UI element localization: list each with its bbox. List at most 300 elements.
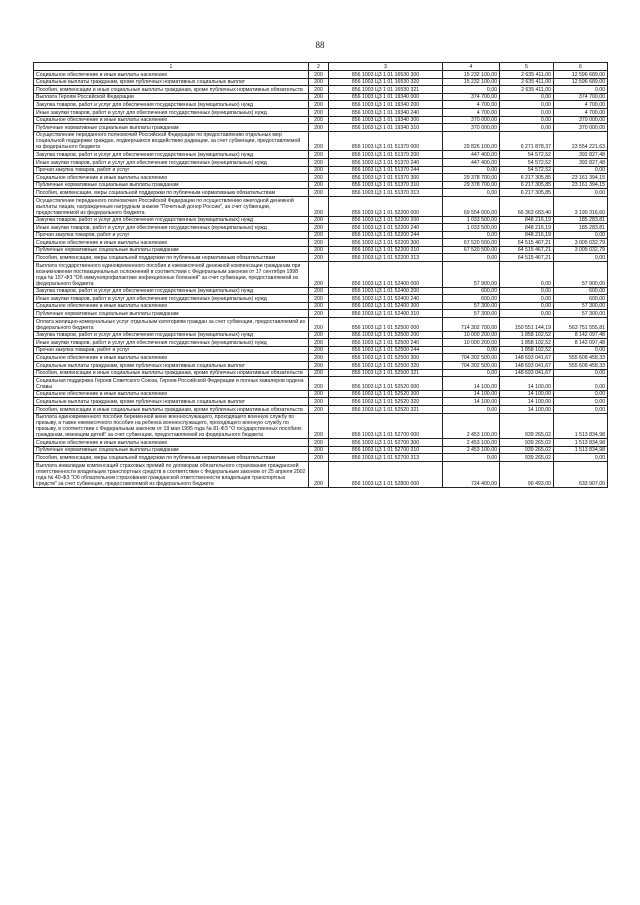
row-budget-code-cell: 856 1003 Ц3 1 01 19340 240 [329, 108, 443, 116]
table-row [34, 158, 608, 166]
row-executed-cell: 6 271 878,37 [500, 131, 554, 151]
row-name-cell: Социальные выплаты гражданам, кроме публичных нормативных социальных выплат [34, 398, 309, 406]
row-approved-cell: 600,00 [443, 287, 500, 295]
row-approved-cell: 0,00 [443, 254, 500, 262]
row-approved-cell: 447 400,00 [443, 158, 500, 166]
row-approved-cell: 714 302 700,00 [443, 318, 500, 332]
row-executed-cell: 150 551 144,19 [500, 318, 554, 332]
row-admin-code-cell: 200 [309, 108, 329, 116]
row-name-cell: Прочая закупка товаров, работ и услуг [34, 231, 309, 239]
row-approved-cell: 69 554 000,00 [443, 196, 500, 216]
row-unexecuted-cell: 555 609 458,33 [554, 354, 608, 362]
row-admin-code-cell: 200 [309, 439, 329, 447]
row-admin-code-cell: 200 [309, 231, 329, 239]
row-budget-code-cell: 856 1003 Ц3 1 01 52500 000 [329, 318, 443, 332]
row-unexecuted-cell: 0,00 [554, 454, 608, 462]
row-approved-cell: 14 100,00 [443, 390, 500, 398]
row-unexecuted-cell: 185 283,81 [554, 224, 608, 232]
table-row [34, 331, 608, 339]
column-header: 4 [443, 63, 500, 71]
row-unexecuted-cell: 1 513 834,98 [554, 439, 608, 447]
row-approved-cell: 57 300,00 [443, 302, 500, 310]
row-executed-cell: 0,00 [500, 302, 554, 310]
row-admin-code-cell: 200 [309, 377, 329, 391]
row-admin-code-cell: 200 [309, 369, 329, 377]
row-approved-cell: 4 700,00 [443, 108, 500, 116]
table-row [34, 454, 608, 462]
row-unexecuted-cell: 0,00 [554, 166, 608, 174]
row-admin-code-cell: 200 [309, 216, 329, 224]
table-row [34, 239, 608, 247]
row-executed-cell: 0,00 [500, 295, 554, 303]
row-approved-cell: 67 520 500,00 [443, 239, 500, 247]
row-budget-code-cell: 856 1003 Ц3 1 01 52200 313 [329, 254, 443, 262]
table-row [34, 166, 608, 174]
row-name-cell: Социальное обеспечение и иные выплаты населению [34, 439, 309, 447]
row-admin-code-cell: 200 [309, 116, 329, 124]
row-budget-code-cell: 856 1003 Ц3 1 01 52500 200 [329, 331, 443, 339]
row-executed-cell: 14 100,00 [500, 377, 554, 391]
row-budget-code-cell: 856 1003 Ц3 1 01 52500 240 [329, 339, 443, 347]
row-unexecuted-cell: 600,00 [554, 295, 608, 303]
row-unexecuted-cell: 57 900,00 [554, 262, 608, 288]
row-executed-cell: 2 635 411,00 [500, 86, 554, 94]
row-executed-cell: 54 572,52 [500, 166, 554, 174]
row-unexecuted-cell: 633 907,00 [554, 461, 608, 487]
table-row [34, 287, 608, 295]
row-unexecuted-cell: 1 513 834,98 [554, 413, 608, 439]
row-budget-code-cell: 856 1003 Ц3 1 01 52700 000 [329, 413, 443, 439]
row-admin-code-cell: 200 [309, 93, 329, 101]
row-executed-cell: 148 693 041,67 [500, 369, 554, 377]
row-executed-cell: 1 858 102,52 [500, 339, 554, 347]
row-admin-code-cell: 200 [309, 262, 329, 288]
row-executed-cell: 66 363 683,40 [500, 196, 554, 216]
row-approved-cell: 67 520 500,00 [443, 246, 500, 254]
row-approved-cell: 0,00 [443, 454, 500, 462]
row-budget-code-cell: 856 1003 Ц3 1 01 52520 000 [329, 377, 443, 391]
row-approved-cell: 1 033 500,00 [443, 216, 500, 224]
row-name-cell: Закупка товаров, работ и услуг для обеспечения государственных (муниципальных) нужд [34, 331, 309, 339]
row-admin-code-cell: 200 [309, 224, 329, 232]
row-budget-code-cell: 856 1003 Ц3 1 01 52520 320 [329, 398, 443, 406]
row-approved-cell: 14 100,00 [443, 377, 500, 391]
row-executed-cell: 14 100,00 [500, 398, 554, 406]
table-row [34, 295, 608, 303]
row-unexecuted-cell: 12 596 689,00 [554, 71, 608, 79]
row-budget-code-cell: 856 1003 Ц3 1 01 51370 300 [329, 174, 443, 182]
row-admin-code-cell: 200 [309, 362, 329, 370]
row-executed-cell: 939 265,02 [500, 454, 554, 462]
row-admin-code-cell: 200 [309, 295, 329, 303]
row-unexecuted-cell: 12 596 689,00 [554, 78, 608, 86]
row-executed-cell: 14 100,00 [500, 390, 554, 398]
table-row [34, 189, 608, 197]
row-approved-cell: 14 100,00 [443, 398, 500, 406]
row-executed-cell: 148 693 041,67 [500, 354, 554, 362]
row-executed-cell: 14 100,00 [500, 405, 554, 413]
row-executed-cell: 939 265,02 [500, 446, 554, 454]
table-row [34, 262, 608, 288]
row-admin-code-cell: 200 [309, 310, 329, 318]
row-executed-cell: 848 216,19 [500, 224, 554, 232]
table-row [34, 101, 608, 109]
row-name-cell: Социальные выплаты гражданам, кроме публичных нормативных социальных выплат [34, 362, 309, 370]
row-admin-code-cell: 200 [309, 124, 329, 132]
row-budget-code-cell: 856 1003 Ц3 1 01 16530 321 [329, 86, 443, 94]
row-executed-cell: 0,00 [500, 287, 554, 295]
row-name-cell: Пособия, компенсации и иные социальные выплаты гражданам, кроме публичных нормативных обязательств [34, 405, 309, 413]
row-unexecuted-cell: 4 700,00 [554, 108, 608, 116]
row-budget-code-cell: 856 1003 Ц3 1 01 52400 000 [329, 262, 443, 288]
row-executed-cell: 148 693 041,67 [500, 362, 554, 370]
row-admin-code-cell: 200 [309, 239, 329, 247]
row-budget-code-cell: 856 1003 Ц3 1 01 19340 300 [329, 116, 443, 124]
row-approved-cell: 0,00 [443, 346, 500, 354]
row-approved-cell: 0,00 [443, 189, 500, 197]
table-row [34, 224, 608, 232]
row-unexecuted-cell: 0,00 [554, 390, 608, 398]
row-unexecuted-cell: 0,00 [554, 398, 608, 406]
row-budget-code-cell: 856 1003 Ц3 1 01 52520 321 [329, 405, 443, 413]
row-name-cell: Выплата государственного единовременного пособия и ежемесячной денежной компенсации гражданам при возникновении поствакцинальных осложнений в соответствии с Федеральным законом от 17 сентября 1998 года № 157-ФЗ "Об иммунопрофилактике инфекционных болезней" за счет субвенции, предоставляемой из федерального бюджета [34, 262, 309, 288]
page-number: 88 [315, 40, 325, 50]
row-budget-code-cell: 856 1003 Ц3 1 01 52400 240 [329, 295, 443, 303]
row-unexecuted-cell: 0,00 [554, 189, 608, 197]
row-executed-cell: 939 265,02 [500, 413, 554, 439]
row-approved-cell: 57 900,00 [443, 262, 500, 288]
row-name-cell: Осуществление переданного полномочий Российской Федерации по предоставлению отдельных мер социальной поддержки граждан, подвергшихся воздействию радиации, за счет субвенции, предоставляемой из федерального бюджета [34, 131, 309, 151]
row-approved-cell: 370 000,00 [443, 124, 500, 132]
table-row [34, 446, 608, 454]
table-row [34, 354, 608, 362]
table-row [34, 181, 608, 189]
row-name-cell: Пособия, компенсации, меры социальной поддержки по публичным нормативным обязательствам [34, 254, 309, 262]
row-unexecuted-cell: 23 161 394,15 [554, 174, 608, 182]
budget-execution-table [33, 62, 608, 488]
row-name-cell: Иные закупки товаров, работ и услуг для обеспечения государственных (муниципальных) нужд [34, 339, 309, 347]
table-row [34, 246, 608, 254]
row-name-cell: Закупка товаров, работ и услуг для обеспечения государственных (муниципальных) нужд [34, 101, 309, 109]
row-admin-code-cell: 200 [309, 446, 329, 454]
row-executed-cell: 1 858 102,52 [500, 346, 554, 354]
row-executed-cell: 0,00 [500, 310, 554, 318]
column-header: 6 [554, 63, 608, 71]
row-executed-cell: 0,00 [500, 101, 554, 109]
row-admin-code-cell: 200 [309, 390, 329, 398]
row-executed-cell: 848 216,19 [500, 231, 554, 239]
row-executed-cell: 54 572,52 [500, 151, 554, 159]
row-unexecuted-cell: 23 554 221,63 [554, 131, 608, 151]
row-name-cell: Социальное обеспечение и иные выплаты населению [34, 354, 309, 362]
row-budget-code-cell: 856 1003 Ц3 1 01 19340 000 [329, 93, 443, 101]
row-budget-code-cell: 856 1003 Ц3 1 01 52700 313 [329, 454, 443, 462]
row-budget-code-cell: 856 1003 Ц3 1 01 52200 310 [329, 246, 443, 254]
row-admin-code-cell: 200 [309, 189, 329, 197]
row-admin-code-cell: 200 [309, 101, 329, 109]
table-row [34, 318, 608, 332]
row-name-cell: Прочая закупка товаров, работ и услуг [34, 166, 309, 174]
row-unexecuted-cell: 0,00 [554, 231, 608, 239]
row-name-cell: Социальные выплаты гражданам, кроме публичных нормативных социальных выплат [34, 78, 309, 86]
row-name-cell: Выплата Героям Российской Федерации [34, 93, 309, 101]
row-unexecuted-cell: 370 000,00 [554, 116, 608, 124]
table-row [34, 362, 608, 370]
table-row [34, 398, 608, 406]
row-name-cell: Выплата единовременного пособия беременной жене военнослужащего, проходящего военную службу по призыву, а также ежемесячного пособия на ребенка военнослужащего, проходящего военную службу по призыву, в соответствии с Федеральным законом от 19 мая 1995 года № 81-ФЗ "О государственных пособиях гражданам, имеющим детей" за счет субвенции, предоставляемой из федерального бюджета [34, 413, 309, 439]
row-admin-code-cell: 200 [309, 354, 329, 362]
row-name-cell: Публичные нормативные социальные выплаты гражданам [34, 124, 309, 132]
row-executed-cell: 0,00 [500, 262, 554, 288]
row-approved-cell: 10 000 200,00 [443, 339, 500, 347]
row-executed-cell: 2 635 411,00 [500, 71, 554, 79]
row-executed-cell: 0,00 [500, 93, 554, 101]
row-approved-cell: 724 400,00 [443, 461, 500, 487]
row-name-cell: Социальное обеспечение и иные выплаты населению [34, 239, 309, 247]
row-admin-code-cell: 200 [309, 131, 329, 151]
table-row [34, 231, 608, 239]
row-budget-code-cell: 856 1003 Ц3 1 01 52700 300 [329, 439, 443, 447]
row-unexecuted-cell: 0,00 [554, 405, 608, 413]
row-budget-code-cell: 856 1003 Ц3 1 01 51370 000 [329, 131, 443, 151]
row-name-cell: Пособия, компенсации и иные социальные выплаты гражданам, кроме публичных нормативных обязательств [34, 369, 309, 377]
row-admin-code-cell: 200 [309, 339, 329, 347]
row-name-cell: Закупка товаров, работ и услуг для обеспечения государственных (муниципальных) нужд [34, 287, 309, 295]
row-executed-cell: 6 217 305,85 [500, 174, 554, 182]
table-row [34, 71, 608, 79]
column-header: 1 [34, 63, 309, 71]
row-unexecuted-cell: 0,00 [554, 86, 608, 94]
row-admin-code-cell: 200 [309, 302, 329, 310]
row-executed-cell: 0,00 [500, 108, 554, 116]
row-budget-code-cell: 856 1003 Ц3 1 01 52500 320 [329, 362, 443, 370]
row-approved-cell: 15 232 100,00 [443, 78, 500, 86]
row-unexecuted-cell: 0,00 [554, 346, 608, 354]
table-row [34, 254, 608, 262]
row-admin-code-cell: 200 [309, 158, 329, 166]
table-row [34, 86, 608, 94]
table-row [34, 216, 608, 224]
row-admin-code-cell: 200 [309, 181, 329, 189]
row-admin-code-cell: 200 [309, 461, 329, 487]
row-name-cell: Иные закупки товаров, работ и услуг для обеспечения государственных (муниципальных) нужд [34, 158, 309, 166]
row-executed-cell: 848 216,19 [500, 216, 554, 224]
row-name-cell: Социальное обеспечение и иные выплаты населению [34, 390, 309, 398]
row-admin-code-cell: 200 [309, 287, 329, 295]
row-unexecuted-cell: 3 190 316,60 [554, 196, 608, 216]
table-row [34, 174, 608, 182]
row-executed-cell: 90 493,00 [500, 461, 554, 487]
row-name-cell: Пособия, компенсации и иные социальные выплаты гражданам, кроме публичных нормативных обязательств [34, 86, 309, 94]
row-budget-code-cell: 856 1003 Ц3 1 01 52400 300 [329, 302, 443, 310]
row-budget-code-cell: 856 1003 Ц3 1 01 52500 300 [329, 354, 443, 362]
row-approved-cell: 29 826 100,00 [443, 131, 500, 151]
row-executed-cell: 54 572,52 [500, 158, 554, 166]
row-budget-code-cell: 856 1003 Ц3 1 01 52400 310 [329, 310, 443, 318]
table-row [34, 413, 608, 439]
row-budget-code-cell: 856 1003 Ц3 1 01 52500 321 [329, 369, 443, 377]
row-approved-cell: 1 033 500,00 [443, 224, 500, 232]
row-unexecuted-cell: 563 751 555,81 [554, 318, 608, 332]
table-row [34, 369, 608, 377]
table-row [34, 131, 608, 151]
row-name-cell: Закупка товаров, работ и услуг для обеспечения государственных (муниципальных) нужд [34, 151, 309, 159]
row-admin-code-cell: 200 [309, 454, 329, 462]
row-executed-cell: 64 515 467,21 [500, 246, 554, 254]
column-header: 3 [329, 63, 443, 71]
row-name-cell: Публичные нормативные социальные выплаты гражданам [34, 310, 309, 318]
row-budget-code-cell: 856 1003 Ц3 1 01 51370 240 [329, 158, 443, 166]
row-budget-code-cell: 856 1003 Ц3 1 01 51370 244 [329, 166, 443, 174]
row-approved-cell: 29 378 700,00 [443, 181, 500, 189]
row-unexecuted-cell: 555 609 458,33 [554, 362, 608, 370]
row-name-cell: Пособия, компенсации, меры социальной поддержки по публичным нормативным обязательствам [34, 189, 309, 197]
table-row [34, 310, 608, 318]
row-unexecuted-cell: 8 142 097,48 [554, 331, 608, 339]
row-approved-cell: 15 232 100,00 [443, 71, 500, 79]
row-name-cell: Социальное обеспечение и иные выплаты населению [34, 71, 309, 79]
row-admin-code-cell: 200 [309, 405, 329, 413]
row-budget-code-cell: 856 1003 Ц3 1 01 16530 300 [329, 71, 443, 79]
row-approved-cell: 0,00 [443, 166, 500, 174]
row-admin-code-cell: 200 [309, 254, 329, 262]
row-budget-code-cell: 856 1003 Ц3 1 01 52520 300 [329, 390, 443, 398]
row-unexecuted-cell: 0,00 [554, 254, 608, 262]
table-row [34, 405, 608, 413]
row-admin-code-cell: 200 [309, 86, 329, 94]
table-row [34, 93, 608, 101]
row-admin-code-cell: 200 [309, 318, 329, 332]
row-budget-code-cell: 856 1003 Ц3 1 01 52500 244 [329, 346, 443, 354]
row-approved-cell: 2 453 100,00 [443, 413, 500, 439]
row-executed-cell: 6 217 305,85 [500, 181, 554, 189]
table-row [34, 346, 608, 354]
row-unexecuted-cell: 1 513 834,98 [554, 446, 608, 454]
row-name-cell: Пособия, компенсации, меры социальной поддержки по публичным нормативным обязательствам [34, 454, 309, 462]
column-header: 2 [309, 63, 329, 71]
row-executed-cell: 64 515 467,21 [500, 254, 554, 262]
row-budget-code-cell: 856 1003 Ц3 1 01 19340 310 [329, 124, 443, 132]
row-unexecuted-cell: 185 283,81 [554, 216, 608, 224]
row-admin-code-cell: 200 [309, 71, 329, 79]
row-unexecuted-cell: 3 005 032,79 [554, 239, 608, 247]
row-name-cell: Осуществление переданного полномочия Российской Федерации по осуществлению ежегодной денежной выплаты лицам, награжденным нагрудным знаком "Почетный донор России", за счет субвенции, предоставляемой из федерального бюджета [34, 196, 309, 216]
table-row [34, 151, 608, 159]
table-row [34, 124, 608, 132]
row-budget-code-cell: 856 1003 Ц3 1 01 52200 200 [329, 216, 443, 224]
row-name-cell: Социальное обеспечение и иные выплаты населению [34, 116, 309, 124]
row-name-cell: Прочая закупка товаров, работ и услуг [34, 346, 309, 354]
row-unexecuted-cell: 3 005 032,79 [554, 246, 608, 254]
row-admin-code-cell: 200 [309, 174, 329, 182]
row-budget-code-cell: 856 1003 Ц3 1 01 51370 200 [329, 151, 443, 159]
row-approved-cell: 4 700,00 [443, 101, 500, 109]
row-approved-cell: 447 400,00 [443, 151, 500, 159]
row-executed-cell: 64 515 467,21 [500, 239, 554, 247]
row-budget-code-cell: 856 1003 Ц3 1 01 52400 200 [329, 287, 443, 295]
row-name-cell: Публичные нормативные социальные выплаты гражданам [34, 446, 309, 454]
row-approved-cell: 29 378 700,00 [443, 174, 500, 182]
row-unexecuted-cell: 600,00 [554, 287, 608, 295]
table-row [34, 108, 608, 116]
table-row [34, 302, 608, 310]
row-approved-cell: 0,00 [443, 86, 500, 94]
row-budget-code-cell: 856 1003 Ц3 1 01 51370 313 [329, 189, 443, 197]
row-executed-cell: 6 217 305,85 [500, 189, 554, 197]
row-admin-code-cell: 200 [309, 346, 329, 354]
row-name-cell: Выплата инвалидам компенсаций страховых премий по договорам обязательного страхования гражданской ответственности владельцев транспортных средств в соответствии с Федеральным законом от 25 апреля 2002 года № 40-ФЗ "Об обязательном страховании гражданской ответственности владельцев транспортных средств" за счет субвенции, предоставляемой из федерального бюджета [34, 461, 309, 487]
column-header: 5 [500, 63, 554, 71]
row-budget-code-cell: 856 1003 Ц3 1 01 19340 200 [329, 101, 443, 109]
table-row [34, 439, 608, 447]
row-unexecuted-cell: 57 300,00 [554, 310, 608, 318]
row-admin-code-cell: 200 [309, 78, 329, 86]
row-approved-cell: 2 453 100,00 [443, 446, 500, 454]
row-executed-cell: 0,00 [500, 124, 554, 132]
row-admin-code-cell: 200 [309, 398, 329, 406]
row-name-cell: Социальное обеспечение и иные выплаты населению [34, 302, 309, 310]
row-approved-cell: 704 302 500,00 [443, 362, 500, 370]
row-approved-cell: 2 453 100,00 [443, 439, 500, 447]
row-name-cell: Иные закупки товаров, работ и услуг для обеспечения государственных (муниципальных) нужд [34, 295, 309, 303]
row-budget-code-cell: 856 1003 Ц3 1 01 52200 000 [329, 196, 443, 216]
row-unexecuted-cell: 23 161 394,15 [554, 181, 608, 189]
row-name-cell: Иные закупки товаров, работ и услуг для обеспечения государственных (муниципальных) нужд [34, 108, 309, 116]
row-admin-code-cell: 200 [309, 151, 329, 159]
table-row [34, 461, 608, 487]
row-budget-code-cell: 856 1003 Ц3 1 01 52200 240 [329, 224, 443, 232]
row-name-cell: Иные закупки товаров, работ и услуг для обеспечения государственных (муниципальных) нужд [34, 224, 309, 232]
row-budget-code-cell: 856 1003 Ц3 1 01 52200 300 [329, 239, 443, 247]
row-unexecuted-cell: 4 700,00 [554, 101, 608, 109]
row-admin-code-cell: 200 [309, 196, 329, 216]
row-unexecuted-cell: 57 300,00 [554, 302, 608, 310]
table-header-row [34, 63, 608, 71]
row-approved-cell: 0,00 [443, 405, 500, 413]
row-budget-code-cell: 856 1003 Ц3 1 01 51370 310 [329, 181, 443, 189]
row-name-cell: Оплата жилищно-коммунальных услуг отдельным категориям граждан за счет субвенции, предоставляемой из федерального бюджета [34, 318, 309, 332]
table-row [34, 78, 608, 86]
row-budget-code-cell: 856 1003 Ц3 1 01 52200 244 [329, 231, 443, 239]
row-approved-cell: 57 300,00 [443, 310, 500, 318]
row-approved-cell: 10 000 200,00 [443, 331, 500, 339]
table-row [34, 377, 608, 391]
row-approved-cell: 600,00 [443, 295, 500, 303]
row-name-cell: Социальное обеспечение и иные выплаты населению [34, 174, 309, 182]
row-unexecuted-cell: 370 000,00 [554, 124, 608, 132]
row-admin-code-cell: 200 [309, 413, 329, 439]
row-approved-cell: 0,00 [443, 231, 500, 239]
row-name-cell: Социальная поддержка Героев Советского Союза, Героев Российской Федерации и полных кавалеров ордена Славы [34, 377, 309, 391]
row-executed-cell: 0,00 [500, 116, 554, 124]
table-row [34, 196, 608, 216]
table-row [34, 339, 608, 347]
row-unexecuted-cell: 392 827,48 [554, 151, 608, 159]
table-row [34, 390, 608, 398]
row-unexecuted-cell: 0,00 [554, 377, 608, 391]
row-unexecuted-cell: 8 142 097,48 [554, 339, 608, 347]
row-executed-cell: 2 635 411,00 [500, 78, 554, 86]
row-budget-code-cell: 856 1003 Ц3 1 01 52700 310 [329, 446, 443, 454]
row-name-cell: Публичные нормативные социальные выплаты гражданам [34, 181, 309, 189]
table-row [34, 116, 608, 124]
row-approved-cell: 0,00 [443, 369, 500, 377]
row-approved-cell: 374 700,00 [443, 93, 500, 101]
row-name-cell: Публичные нормативные социальные выплаты гражданам [34, 246, 309, 254]
row-name-cell: Закупка товаров, работ и услуг для обеспечения государственных (муниципальных) нужд [34, 216, 309, 224]
row-unexecuted-cell: 374 700,00 [554, 93, 608, 101]
row-approved-cell: 704 302 500,00 [443, 354, 500, 362]
